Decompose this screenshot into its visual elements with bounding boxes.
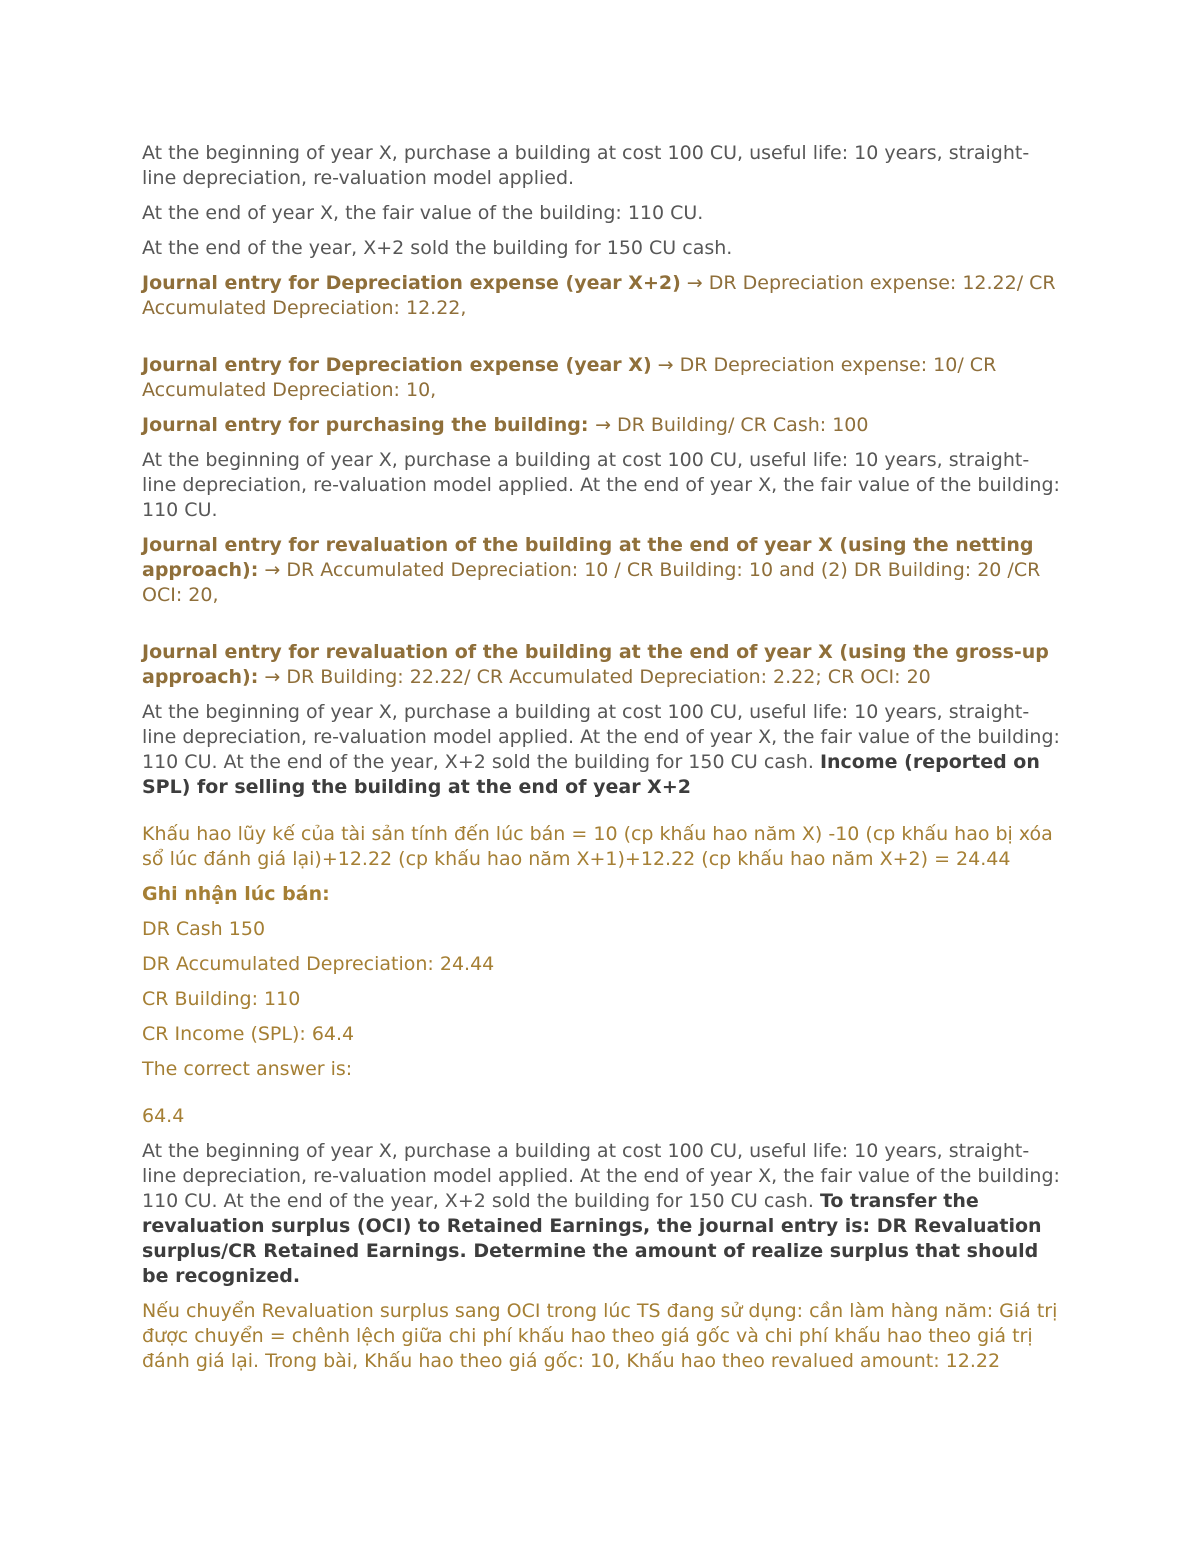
question-label: Journal entry for Depreciation expense (year X) (142, 354, 652, 376)
document-page (142, 141, 1062, 1374)
sale-statement: At the end of the year, X+2 sold the building for 150 CU cash. (142, 237, 733, 259)
journal-entry-revaluation-gross (142, 640, 1062, 690)
problem-statement-2: At the beginning of year X, purchase a building at cost 100 CU, useful life: 10 years, straight-line depreciation, re-valuation model applied. At the end of year X, the fair value of the building: 110 CU. (142, 449, 1060, 521)
entry-line-3: CR Building: 110 (142, 988, 301, 1010)
vietnamese-explanation-1: Khấu hao lũy kế của tài sản tính đến lúc bán = 10 (cp khấu hao năm X) -10 (cp khấu hao bị xóa sổ lúc đánh giá lại)+12.22 (cp khấu hao năm X+1)+12.22 (cp khấu hao năm X+2) = 24.44 (142, 823, 1053, 870)
question-label: Journal entry for revaluation of the building at the end of year X (using the gross-up approach): (142, 641, 1049, 688)
problem-text: At the beginning of year X, purchase a building at cost 100 CU, useful life: 10 years, straight-line depreciation, re-valuation model applied. At the end of year X, the fair value of the building: 110 CU. At the end of the year, X+2 sold the building for 150 CU cash. (142, 701, 1060, 773)
journal-entry-depreciation-x2 (142, 271, 1062, 321)
answer-text: → DR Building: 22.22/ CR Accumulated Depreciation: 2.22; CR OCI: 20 (258, 666, 931, 688)
problem-statement: At the beginning of year X, purchase a building at cost 100 CU, useful life: 10 years, straight-line depreciation, re-valuation model applied. (142, 142, 1030, 189)
entry-line-1: DR Cash 150 (142, 918, 266, 940)
answer-text: → DR Depreciation expense: 10/ CR Accumulated Depreciation: 10, (142, 354, 997, 401)
correct-answer-value: 64.4 (142, 1105, 185, 1127)
question-label: Journal entry for purchasing the building: (142, 414, 596, 436)
answer-text: → DR Depreciation expense: 12.22/ CR Accumulated Depreciation: 12.22, (142, 272, 1056, 319)
surplus-question (142, 1139, 1062, 1289)
journal-entry-revaluation-netting (142, 533, 1062, 608)
question-text: To transfer the revaluation surplus (OCI) to Retained Earnings, the journal entry is: DR Revaluation surplus/CR Retained Earnings. Determine the amount of realize surplus that should be recognized. (142, 1190, 1042, 1287)
question-label: Journal entry for Depreciation expense (year X+2) (142, 272, 681, 294)
entry-line-4: CR Income (SPL): 64.4 (142, 1023, 355, 1045)
correct-answer-label: The correct answer is: (142, 1058, 353, 1080)
entry-line-2: DR Accumulated Depreciation: 24.44 (142, 953, 495, 975)
answer-text: → DR Building/ CR Cash: 100 (595, 414, 869, 436)
question-text: Income (reported on SPL) for selling the building at the end of year X+2 (142, 751, 1040, 798)
answer-text: → DR Accumulated Depreciation: 10 / CR Building: 10 and (2) DR Building: 20 /CR OCI: 20, (142, 559, 1041, 606)
income-question (142, 700, 1062, 800)
question-label: Journal entry for revaluation of the building at the end of year X (using the netting approach): (142, 534, 1034, 581)
journal-entry-purchase (142, 413, 1062, 438)
vietnamese-explanation-2: Nếu chuyển Revaluation surplus sang OCI trong lúc TS đang sử dụng: cần làm hàng năm: Giá trị được chuyển = chênh lệch giữa chi phí khấu hao theo giá gốc và chi phí khấu hao theo giá trị đánh giá lại. Trong bài, Khấu hao theo giá gốc: 10, Khấu hao theo revalued amount: 12.22 (142, 1300, 1058, 1372)
problem-text: At the beginning of year X, purchase a building at cost 100 CU, useful life: 10 years, straight-line depreciation, re-valuation model applied. At the end of year X, the fair value of the building: 110 CU. At the end of the year, X+2 sold the building for 150 CU cash. (142, 1140, 1060, 1212)
journal-entry-depreciation-x (142, 353, 1062, 403)
vietnamese-heading: Ghi nhận lúc bán: (142, 883, 330, 905)
fair-value-statement: At the end of year X, the fair value of the building: 110 CU. (142, 202, 704, 224)
